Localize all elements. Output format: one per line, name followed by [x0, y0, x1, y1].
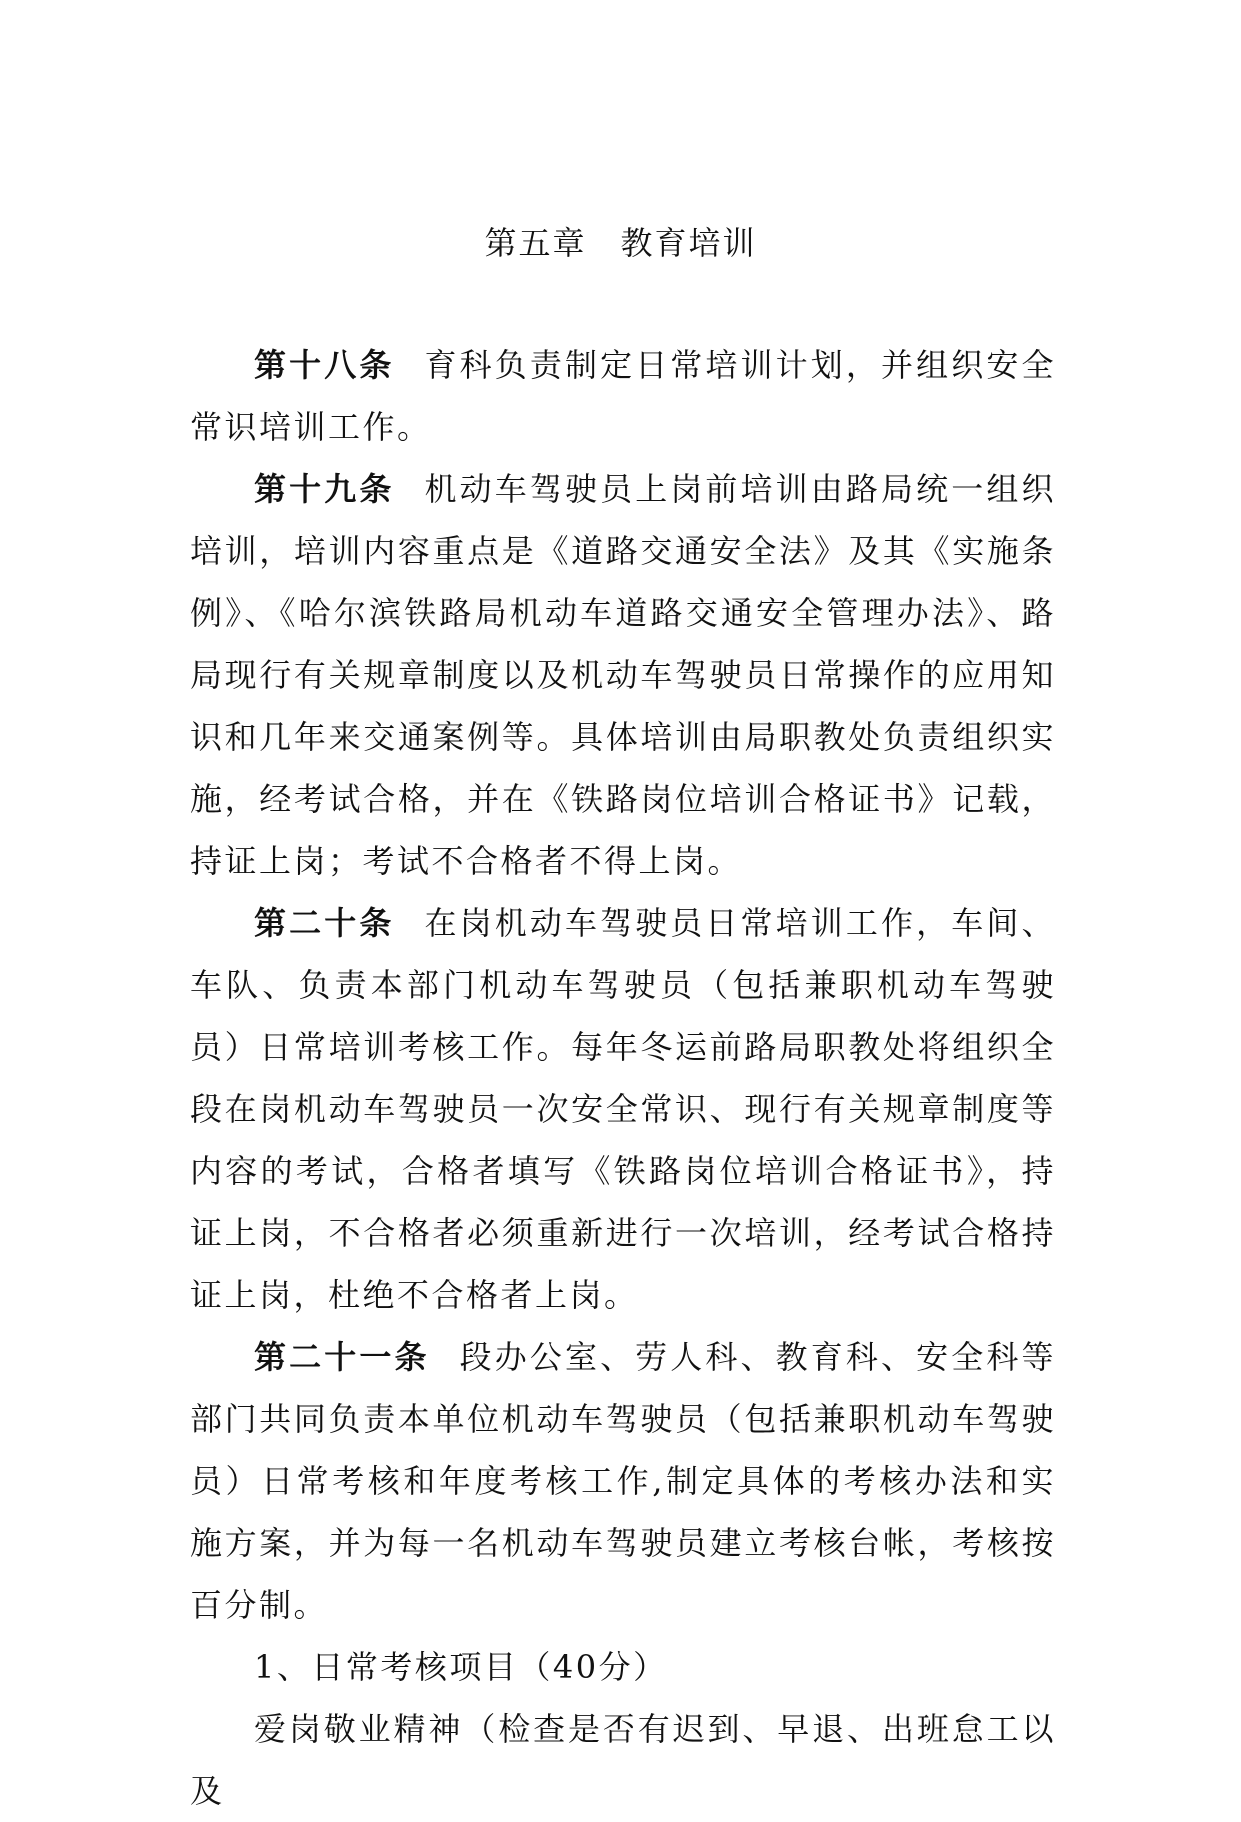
item-1-heading: 1、日常考核项目（40分）	[254, 1648, 668, 1686]
article-text: 段办公室、劳人科、教育科、安全科等部门共同负责本单位机动车驾驶员（包括兼职机动车驾驶员）日常考核和年度考核工作,制定具体的考核办法和实施方案，并为每一名机动车驾驶员建立考核台帐，考核按百分制。	[190, 1338, 1056, 1624]
article-text: 育科负责制定日常培训计划，并组织安全常识培训工作。	[190, 346, 1056, 446]
article-19	[190, 458, 1056, 892]
article-text: 在岗机动车驾驶员日常培训工作，车间、车队、负责本部门机动车驾驶员（包括兼职机动车驾驶员）日常培训考核工作。每年冬运前路局职教处将组织全段在岗机动车驾驶员一次安全常识、现行有关规章制度等内容的考试，合格者填写《铁路岗位培训合格证书》，持证上岗，不合格者必须重新进行一次培训，经考试合格持证上岗，杜绝不合格者上岗。	[190, 904, 1056, 1314]
item-1-text: 爱岗敬业精神（检查是否有迟到、早退、出班怠工以及	[190, 1710, 1056, 1810]
document-body	[190, 334, 1056, 1822]
article-20	[190, 892, 1056, 1326]
article-number: 第二十条	[254, 904, 395, 942]
article-number: 第十八条	[254, 346, 395, 384]
article-text: 机动车驾驶员上岗前培训由路局统一组织培训，培训内容重点是《道路交通安全法》及其《实施条例》、《哈尔滨铁路局机动车道路交通安全管理办法》、路局现行有关规章制度以及机动车驾驶员日常操作的应用知识和几年来交通案例等。具体培训由局职教处负责组织实施，经考试合格，并在《铁路岗位培训合格证书》记载，持证上岗；考试不合格者不得上岗。	[190, 470, 1056, 880]
chapter-title: 第五章 教育培训	[484, 224, 757, 262]
article-number: 第二十一条	[254, 1338, 430, 1376]
article-21	[190, 1326, 1056, 1636]
article-18	[190, 334, 1056, 458]
article-number: 第十九条	[254, 470, 395, 508]
